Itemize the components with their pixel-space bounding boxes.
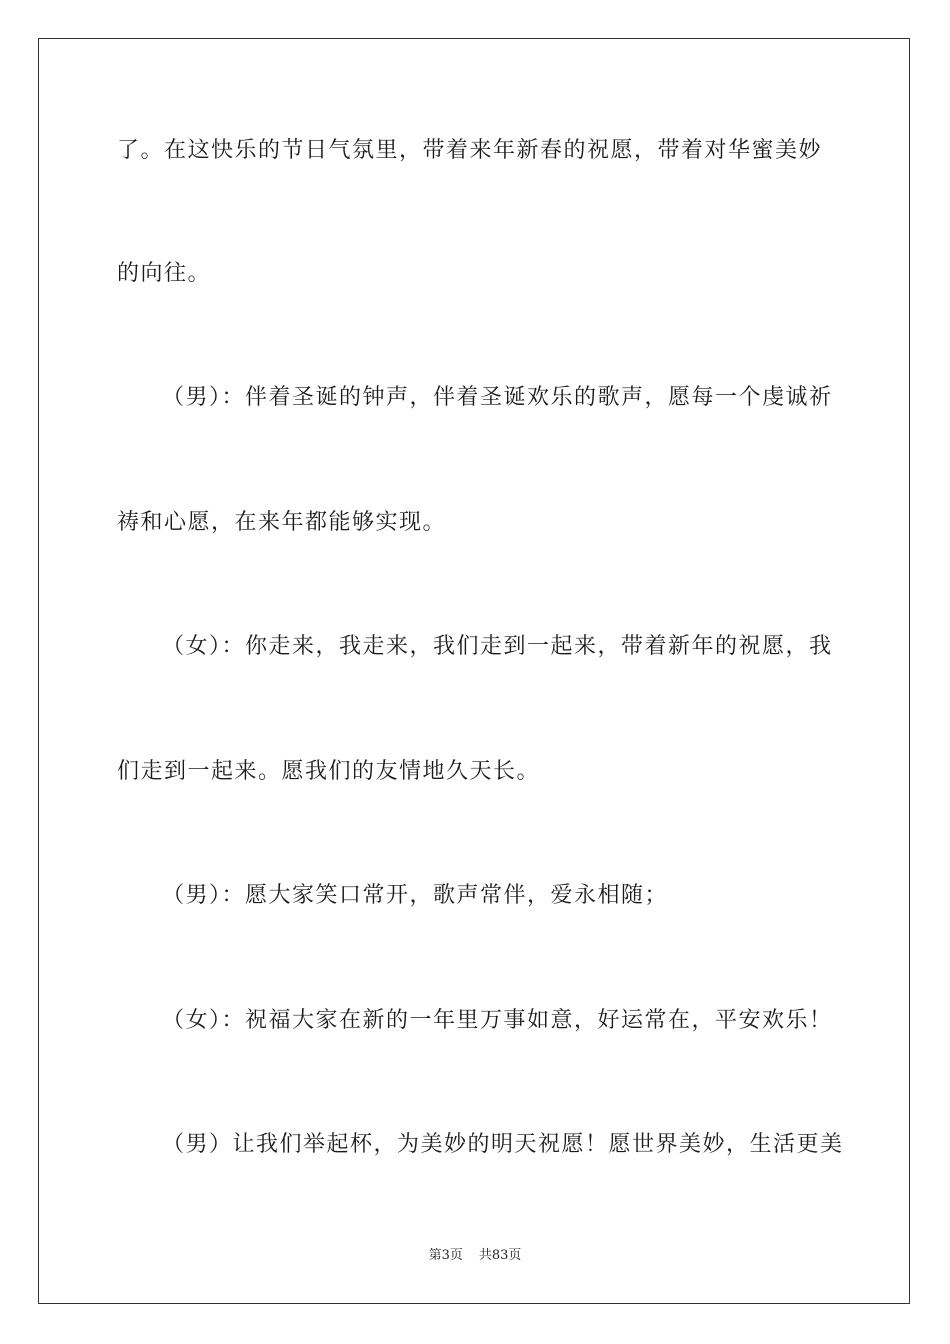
text-line-1: 了。在这快乐的节日气氛里，带着来年新春的祝愿，带着对华蜜美妙 bbox=[117, 138, 823, 163]
text-line-3: （男）：伴着圣诞的钟声，伴着圣诞欢乐的歌声，愿每一个虔诚祈 bbox=[162, 385, 833, 410]
page-footer bbox=[0, 1244, 950, 1263]
text-line-9: （男）让我们举起杯，为美妙的明天祝愿！愿世界美妙，生活更美 bbox=[162, 1132, 844, 1157]
page-total: 共83页 bbox=[478, 1248, 522, 1263]
text-line-8: （女）：祝福大家在新的一年里万事如意，好运常在，平安欢乐！ bbox=[162, 1008, 833, 1033]
text-line-4: 祷和心愿，在来年都能够实现。 bbox=[117, 510, 447, 535]
text-line-2: 的向往。 bbox=[117, 261, 212, 286]
text-line-5: （女）：你走来，我走来，我们走到一起来，带着新年的祝愿，我 bbox=[162, 634, 833, 659]
text-line-7: （男）：愿大家笑口常开，歌声常伴，爱永相随； bbox=[162, 883, 669, 908]
text-line-6: 们走到一起来。愿我们的友情地久天长。 bbox=[117, 759, 541, 784]
page-frame bbox=[38, 38, 910, 1304]
page-number: 第3页 bbox=[428, 1248, 463, 1263]
